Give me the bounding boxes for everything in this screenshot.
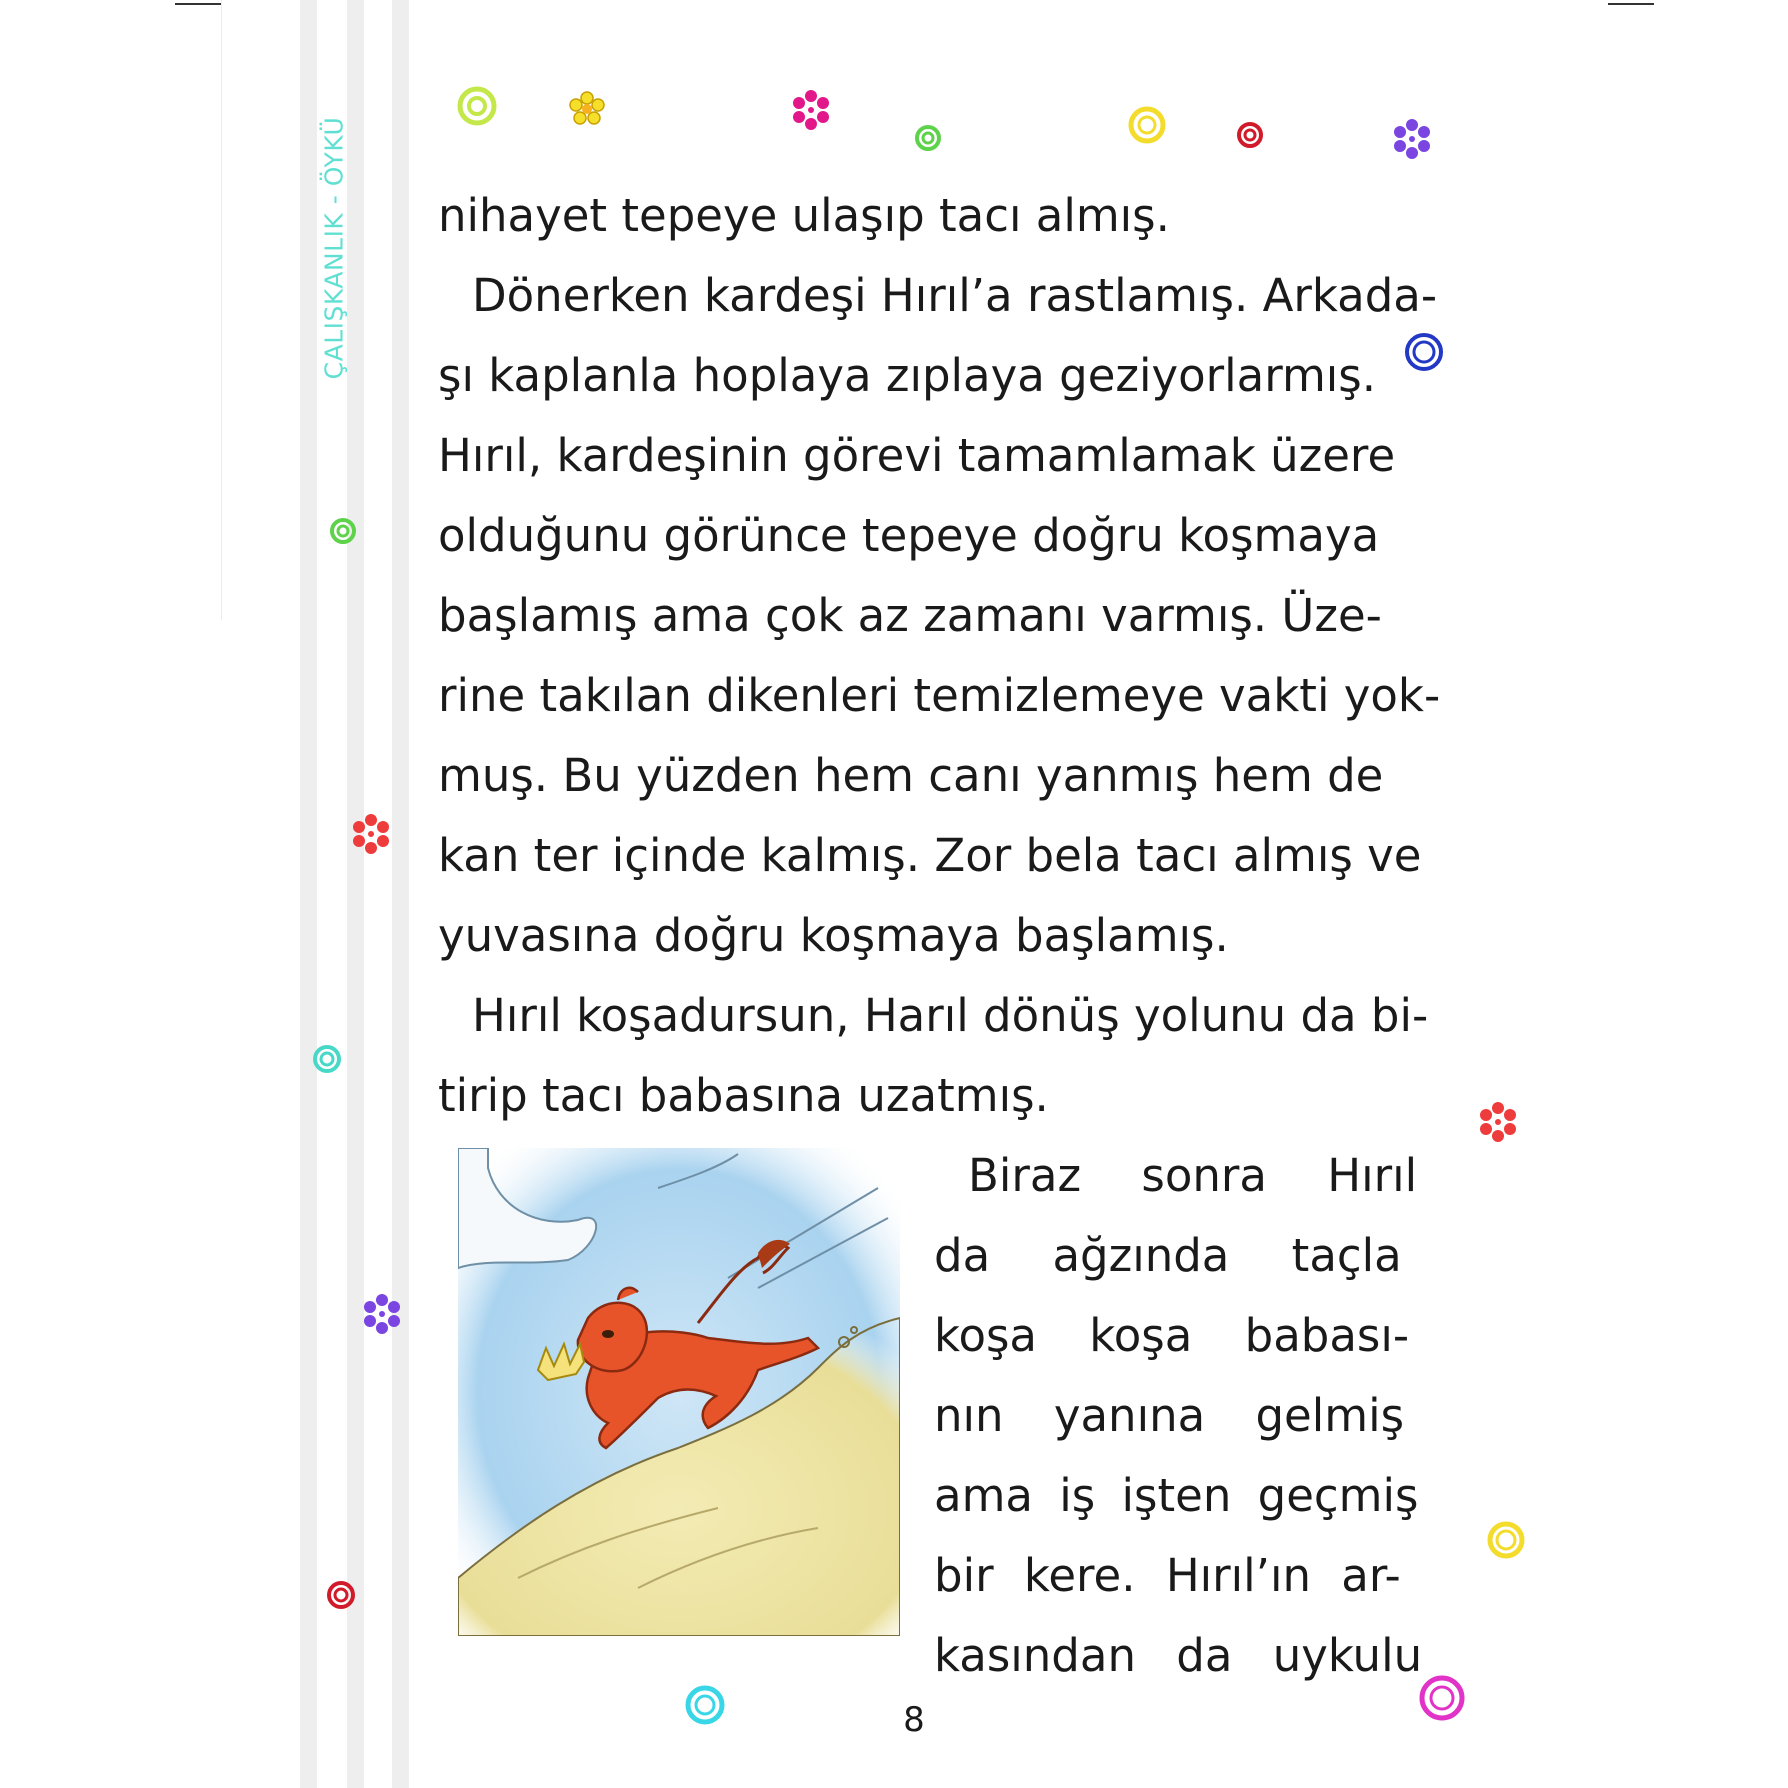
- margin-guide-line: [221, 0, 222, 620]
- ring-icon: [326, 1580, 356, 1610]
- flower-icon: [1478, 1102, 1518, 1142]
- ring-icon: [312, 1044, 342, 1074]
- ring-icon: [1236, 121, 1264, 149]
- story-line: nihayet tepeye ulaşıp tacı almış.: [438, 189, 1170, 242]
- wrapped-text-column: [934, 1136, 1423, 1696]
- margin-stripe-2: [347, 0, 364, 1788]
- story-line: kasından da uykulu: [934, 1629, 1423, 1682]
- ring-icon: [1486, 1520, 1526, 1560]
- story-line: bir kere. Hırıl’ın ar-: [934, 1549, 1401, 1602]
- crop-mark-left: [175, 3, 221, 5]
- flower-icon: [791, 90, 831, 130]
- story-line: da ağzında taçla: [934, 1229, 1402, 1282]
- story-line: kan ter içinde kalmış. Zor bela tacı almış ve: [438, 829, 1422, 882]
- story-line: ama iş işten geçmiş: [934, 1469, 1419, 1522]
- crop-mark-right: [1608, 3, 1654, 5]
- ring-icon: [1128, 106, 1166, 144]
- story-line: şı kaplanla hoplaya zıplaya geziyorlarmış.: [438, 349, 1377, 402]
- story-line: yuvasına doğru koşmaya başlamış.: [438, 909, 1229, 962]
- story-line: muş. Bu yüzden hem canı yanmış hem de: [438, 749, 1384, 802]
- story-line: koşa koşa babası-: [934, 1309, 1410, 1362]
- wrap-text: Biraz sonra Hırıl: [968, 1149, 1418, 1202]
- story-line: [934, 1136, 1418, 1216]
- side-title: ÇALIŞKANLIK - ÖYKÜ: [319, 116, 349, 380]
- story-line: tirip tacı babasına uzatmış.: [438, 1069, 1049, 1122]
- margin-stripe-1: [300, 0, 317, 1788]
- ring-icon: [684, 1684, 726, 1726]
- ring-icon: [1404, 332, 1444, 372]
- story-line: rine takılan dikenleri temizlemeye vakti yok-: [438, 669, 1441, 722]
- flower-icon: [566, 90, 608, 128]
- margin-stripe-3: [392, 0, 409, 1788]
- flower-icon: [351, 814, 391, 854]
- ring-icon: [914, 124, 942, 152]
- story-line: başlamış ama çok az zamanı varmış. Üze-: [438, 589, 1382, 642]
- story-line: Dönerken kardeşi Hırıl’a rastlamış. Arkada-: [472, 269, 1438, 322]
- lion-cub-illustration: [458, 1148, 900, 1636]
- flower-icon: [362, 1294, 402, 1334]
- flower-icon: [1392, 119, 1432, 159]
- page-number-text: 8: [903, 1700, 925, 1740]
- ring-icon: [329, 517, 357, 545]
- story-line: Hırıl koşadursun, Harıl dönüş yolunu da bi-: [472, 989, 1429, 1042]
- story-text: [438, 176, 1441, 1136]
- story-line: nın yanına gelmiş: [934, 1389, 1405, 1442]
- story-line: olduğunu görünce tepeye doğru koşmaya: [438, 509, 1380, 562]
- ring-icon: [457, 86, 497, 126]
- story-line: Hırıl, kardeşinin görevi tamamlamak üzere: [438, 429, 1396, 482]
- ring-icon: [1418, 1674, 1466, 1722]
